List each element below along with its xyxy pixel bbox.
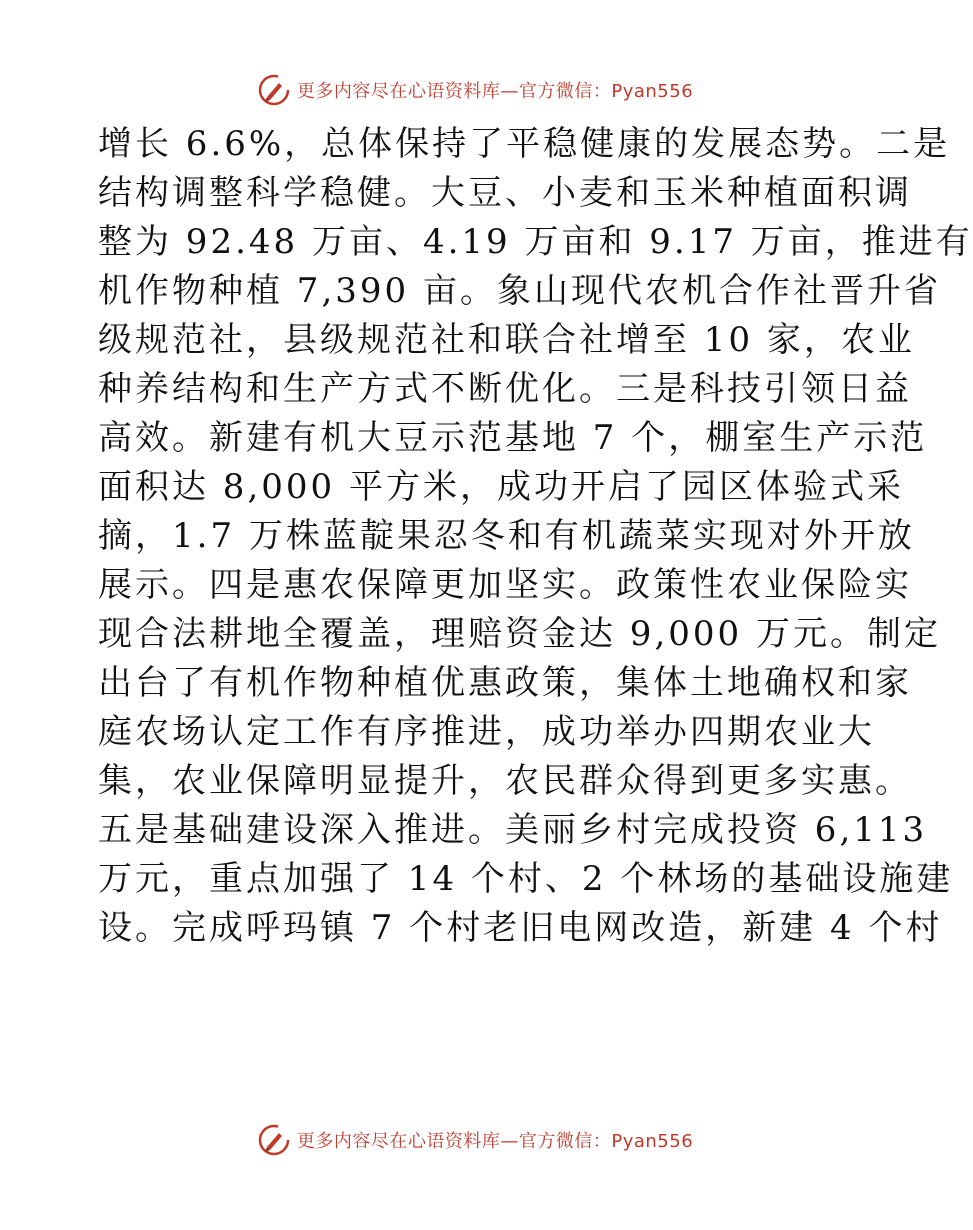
text-line: 整为 92.48 万亩、4.19 万亩和 9.17 万亩，推进有: [98, 222, 973, 262]
text-line: 摘，1.7 万株蓝靛果忍冬和有机蔬菜实现对外开放: [98, 516, 915, 556]
text-line: 出台了有机作物种植优惠政策，集体土地确权和家: [98, 663, 912, 703]
text-line: 级规范社，县级规范社和联合社增至 10 家，农业: [98, 320, 915, 360]
footer-banner: [0, 1120, 950, 1160]
text-line: 现合法耕地全覆盖，理赔资金达 9,000 万元。制定: [98, 614, 941, 654]
text-line: 结构调整科学稳健。大豆、小麦和玉米种植面积调: [98, 173, 912, 213]
text-line: 机作物种植 7,390 亩。象山现代农机合作社晋升省: [98, 271, 941, 311]
text-line: 万元，重点加强了 14 个村、2 个林场的基础设施建: [98, 859, 954, 899]
banner-text: 更多内容尽在心语资料库—官方微信：Pyan556: [296, 81, 694, 102]
pen-logo-icon: [257, 1123, 291, 1157]
text-line: 五是基础建设深入推进。美丽乡村完成投资 6,113: [98, 810, 928, 850]
text-line: 面积达 8,000 平方米，成功开启了园区体验式采: [98, 467, 904, 507]
text-line: 设。完成呼玛镇 7 个村老旧电网改造，新建 4 个村: [98, 908, 943, 948]
text-line: 高效。新建有机大豆示范基地 7 个，棚室生产示范: [98, 418, 928, 458]
text-line: 展示。四是惠农保障更加坚实。政策性农业保险实: [98, 565, 912, 605]
text-line: 庭农场认定工作有序推进，成功举办四期农业大: [98, 712, 875, 752]
text-line: 集，农业保障明显提升，农民群众得到更多实惠。: [98, 761, 912, 801]
pen-logo-icon: [257, 73, 291, 107]
banner-text: 更多内容尽在心语资料库—官方微信：Pyan556: [296, 1131, 694, 1152]
text-line: 种养结构和生产方式不断优化。三是科技引领日益: [98, 369, 912, 409]
text-line: 增长 6.6%，总体保持了平稳健康的发展态势。二是: [98, 124, 951, 164]
header-banner: [0, 70, 950, 110]
document-body: [98, 120, 973, 953]
